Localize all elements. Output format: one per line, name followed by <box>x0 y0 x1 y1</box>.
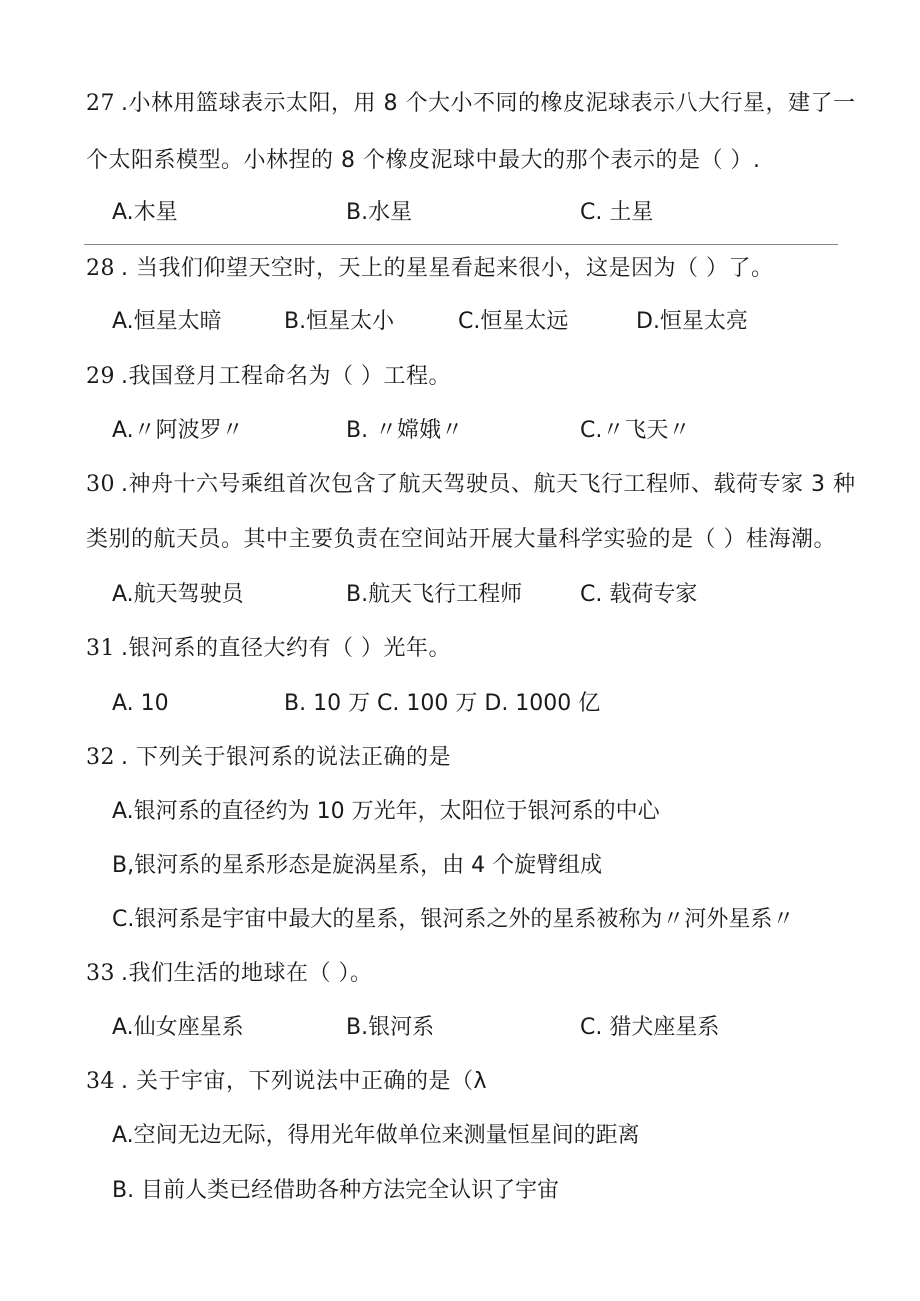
question-text: . 下列关于银河系的说法正确的是 <box>121 745 451 770</box>
option-b[interactable]: B. 目前人类已经借助各种方法完全认识了宇宙 <box>112 1178 560 1203</box>
question-text: . 当我们仰望天空时，天上的星星看起来很小，这是因为（ ）了。 <box>121 256 774 281</box>
option-a[interactable]: A.银河系的直径约为 10 万光年，太阳位于银河系的中心 <box>112 799 660 824</box>
question-number: 32 <box>86 745 115 770</box>
option-b[interactable]: B.航天飞行工程师 <box>346 582 523 607</box>
option-a[interactable]: A.仙女座星系 <box>112 1015 244 1040</box>
option-b-c-d[interactable]: B. 10 万 C. 100 万 D. 1000 亿 <box>284 691 601 716</box>
question-text: . 关于宇宙，下列说法中正确的是（λ <box>121 1069 488 1094</box>
question-number: 34 <box>86 1069 115 1094</box>
option-a[interactable]: A.恒星太暗 <box>112 309 222 334</box>
question-number: 33 <box>86 961 115 986</box>
option-b[interactable]: B.银河系 <box>346 1015 435 1040</box>
option-b[interactable]: B.恒星太小 <box>284 309 395 334</box>
question-text: .小林用篮球表示太阳，用 8 个大小不同的橡皮泥球表示八大行星，建了一 <box>121 91 856 116</box>
question-30-line-2: 类别的航天员。其中主要负责在空间站开展大量科学实验的是（ ）桂海潮。 <box>86 527 836 552</box>
question-number: 28 <box>86 256 115 281</box>
option-c[interactable]: C. 载荷专家 <box>580 582 698 607</box>
question-27-line-1 <box>86 89 855 119</box>
question-30-line-1 <box>86 470 855 500</box>
question-number: 27 <box>86 91 115 116</box>
divider-line <box>84 244 838 245</box>
option-b[interactable]: B,银河系的星系形态是旋涡星系，由 4 个旋臂组成 <box>112 853 603 878</box>
question-number: 31 <box>86 636 115 661</box>
option-a[interactable]: A.航天驾驶员 <box>112 582 244 607</box>
option-a[interactable]: A.木星 <box>112 200 178 225</box>
option-c[interactable]: C. 猎犬座星系 <box>580 1015 720 1040</box>
option-b[interactable]: B. 〃嫦娥〃 <box>346 418 464 443</box>
option-c[interactable]: C.〃飞天〃 <box>580 418 691 443</box>
question-text: .我们生活的地球在（ ）。 <box>121 961 373 986</box>
question-text: .我国登月工程命名为（ ）工程。 <box>121 364 451 389</box>
option-c[interactable]: C. 土星 <box>580 200 654 225</box>
question-33 <box>86 959 373 989</box>
option-d[interactable]: D.恒星太亮 <box>636 309 748 334</box>
question-text: .银河系的直径大约有（ ）光年。 <box>121 636 451 661</box>
question-29 <box>86 362 451 392</box>
option-a[interactable]: A.〃阿波罗〃 <box>112 418 244 443</box>
question-31 <box>86 634 451 664</box>
option-c[interactable]: C.银河系是宇宙中最大的星系，银河系之外的星系被称为〃河外星系〃 <box>112 907 795 932</box>
question-text: .神舟十六号乘组首次包含了航天驾驶员、航天飞行工程师、载荷专家 3 种 <box>121 472 856 497</box>
option-a[interactable]: A.空间无边无际，得用光年做单位来测量恒星间的距离 <box>112 1123 640 1148</box>
question-34 <box>86 1067 487 1097</box>
option-b[interactable]: B.水星 <box>346 200 413 225</box>
option-a[interactable]: A. 10 <box>112 691 169 716</box>
option-c[interactable]: C.恒星太远 <box>458 309 569 334</box>
question-32 <box>86 743 451 773</box>
question-27-line-2: 个太阳系模型。小林捏的 8 个橡皮泥球中最大的那个表示的是（ ）. <box>86 148 761 173</box>
question-28 <box>86 254 773 284</box>
question-number: 29 <box>86 364 115 389</box>
question-number: 30 <box>86 472 115 497</box>
